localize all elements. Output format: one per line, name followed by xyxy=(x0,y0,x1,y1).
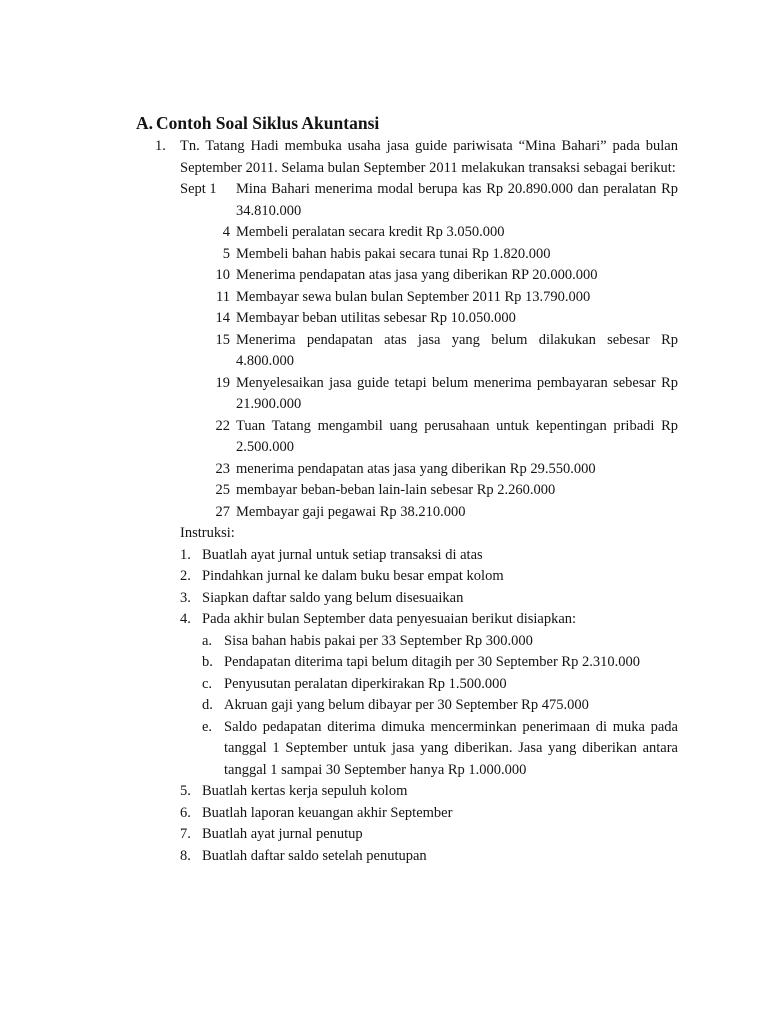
adjustment-text: Pendapatan diterima tapi belum ditagih per 30 September Rp 2.310.000 xyxy=(224,654,640,670)
transaction-list xyxy=(180,179,678,523)
transaction-row xyxy=(180,502,678,524)
instruction-text: Siapkan daftar saldo yang belum disesuaikan xyxy=(202,589,464,606)
transaction-date: 19 xyxy=(215,374,230,391)
transaction-text: Menerima pendapatan atas jasa yang diberikan RP 20.000.000 xyxy=(236,267,598,283)
transaction-date: 14 xyxy=(215,310,230,326)
transaction-text: Tuan Tatang mengambil uang perusahaan untuk kepentingan pribadi Rp 2.500.000 xyxy=(236,417,678,455)
transaction-date: Sept 1 xyxy=(180,181,217,197)
instruction-number: 1. xyxy=(180,546,191,563)
instruction-item xyxy=(180,566,678,588)
transaction-row xyxy=(180,179,678,222)
adjustment-letter: e. xyxy=(202,718,213,735)
transaction-text: Membayar beban utilitas sebesar Rp 10.050.000 xyxy=(236,310,516,326)
transaction-date: 27 xyxy=(215,503,230,520)
question-number: 1. xyxy=(155,138,166,154)
adjustment-item xyxy=(202,674,678,696)
instruction-number: 6. xyxy=(180,804,191,821)
instruction-item xyxy=(180,846,678,868)
instruction-number: 2. xyxy=(180,568,191,584)
question-1 xyxy=(155,136,678,867)
adjustment-item xyxy=(202,631,678,653)
transaction-row xyxy=(180,416,678,459)
transaction-row xyxy=(180,265,678,287)
transaction-row xyxy=(180,330,678,373)
instruction-number: 7. xyxy=(180,826,191,842)
transaction-text: Menyelesaikan jasa guide tetapi belum menerima pembayaran sebesar Rp 21.900.000 xyxy=(236,374,678,412)
instruction-number: 8. xyxy=(180,847,191,864)
instruction-text: Pindahkan jurnal ke dalam buku besar empat kolom xyxy=(202,568,504,584)
instruction-text: Buatlah ayat jurnal untuk setiap transaksi di atas xyxy=(202,546,483,563)
instruction-text: Pada akhir bulan September data penyesuaian berikut disiapkan: xyxy=(202,611,577,627)
adjustment-text: Penyusutan peralatan diperkirakan Rp 1.500.000 xyxy=(224,675,507,692)
transaction-row xyxy=(180,244,678,266)
instruction-item xyxy=(180,609,678,631)
adjustment-item xyxy=(202,695,678,717)
instruction-text: Buatlah daftar saldo setelah penutupan xyxy=(202,847,427,864)
transaction-date: 10 xyxy=(215,267,230,283)
question-intro xyxy=(155,136,678,179)
instruction-item xyxy=(180,588,678,610)
adjustment-text: Saldo pedapatan diterima dimuka mencerminkan penerimaan di muka pada tanggal 1 September untuk jasa yang diberikan. Jasa yang diberikan antara tanggal 1 sampai 30 September hanya Rp 1.000.000 xyxy=(224,718,678,778)
instruction-text: Buatlah ayat jurnal penutup xyxy=(202,826,363,842)
transaction-text: Membeli bahan habis pakai secara tunai Rp 1.820.000 xyxy=(236,245,551,262)
adjustment-list xyxy=(202,631,678,782)
adjustment-text: Akruan gaji yang belum dibayar per 30 September Rp 475.000 xyxy=(224,697,589,713)
transaction-date: 11 xyxy=(216,288,230,305)
instruction-list xyxy=(180,545,678,868)
question-intro-text: Tn. Tatang Hadi membuka usaha jasa guide pariwisata “Mina Bahari” pada bulan September 2011. Selama bulan September 2011 melakukan transaksi sebagai berikut: xyxy=(180,138,678,176)
adjustment-letter: a. xyxy=(202,632,213,649)
transaction-text: Membeli peralatan secara kredit Rp 3.050.000 xyxy=(236,224,505,240)
instruction-text: Buatlah kertas kerja sepuluh kolom xyxy=(202,783,408,799)
transaction-row xyxy=(180,459,678,481)
transaction-text: Membayar sewa bulan bulan September 2011 Rp 13.790.000 xyxy=(236,288,591,305)
transaction-date: 5 xyxy=(222,245,230,262)
section-heading xyxy=(136,112,379,134)
transaction-date: 23 xyxy=(215,460,230,477)
transaction-text: Menerima pendapatan atas jasa yang belum dilakukan sebesar Rp 4.800.000 xyxy=(236,331,678,369)
transaction-text: menerima pendapatan atas jasa yang diberikan Rp 29.550.000 xyxy=(236,460,596,477)
transaction-date: 25 xyxy=(215,482,230,498)
transaction-text: Mina Bahari menerima modal berupa kas Rp 20.890.000 dan peralatan Rp 34.810.000 xyxy=(236,181,678,219)
transaction-row xyxy=(180,480,678,502)
adjustment-item xyxy=(202,652,678,674)
transaction-row xyxy=(180,222,678,244)
transaction-text: Membayar gaji pegawai Rp 38.210.000 xyxy=(236,503,466,520)
transaction-row xyxy=(180,287,678,309)
instruction-item xyxy=(180,545,678,567)
transaction-text: membayar beban-beban lain-lain sebesar Rp 2.260.000 xyxy=(236,482,556,498)
instruction-number: 4. xyxy=(180,611,191,627)
adjustment-letter: c. xyxy=(202,675,213,692)
instructions-label: Instruksi: xyxy=(180,525,235,541)
transaction-row xyxy=(180,373,678,416)
transaction-date: 22 xyxy=(215,417,230,434)
section-title: Contoh Soal Siklus Akuntansi xyxy=(156,113,380,133)
transaction-date: 15 xyxy=(215,331,230,348)
section-letter: A. xyxy=(136,113,154,133)
instruction-text: Buatlah laporan keuangan akhir September xyxy=(202,804,453,821)
instruction-number: 5. xyxy=(180,783,191,799)
adjustment-letter: d. xyxy=(202,697,213,713)
adjustment-text: Sisa bahan habis pakai per 33 September Rp 300.000 xyxy=(224,632,533,649)
adjustment-letter: b. xyxy=(202,654,213,670)
instruction-item xyxy=(180,824,678,846)
instruction-item xyxy=(180,781,678,803)
instruction-item xyxy=(180,803,678,825)
transaction-row xyxy=(180,308,678,330)
adjustment-item xyxy=(202,717,678,782)
instruction-number: 3. xyxy=(180,589,191,606)
transaction-date: 4 xyxy=(222,224,230,240)
